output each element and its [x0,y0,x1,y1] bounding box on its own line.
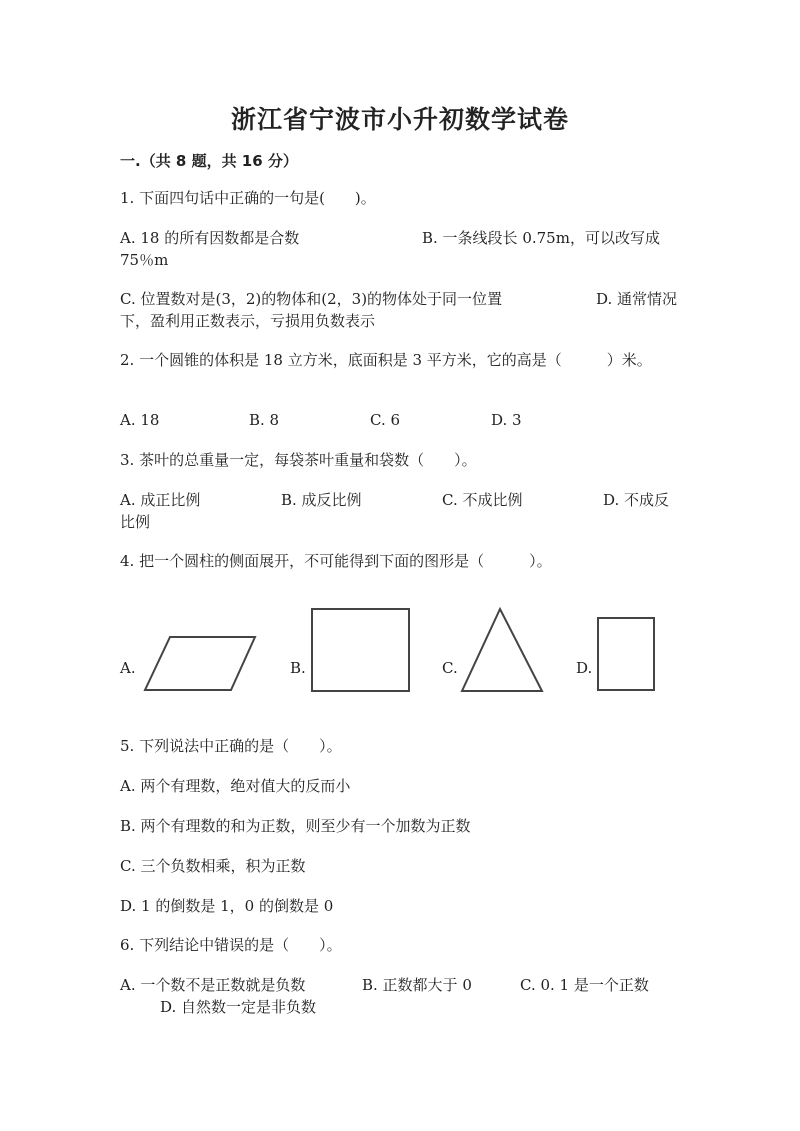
question-2-option-a: A. 18 [120,411,160,429]
question-2-option-b: B. 8 [249,411,280,429]
question-5-option-a: A. 两个有理数，绝对值大的反而小 [120,777,351,795]
question-6-option-d: D. 自然数一定是非负数 [160,998,317,1016]
question-3-option-d-continued: 比例 [120,513,151,531]
question-6-option-a: A. 一个数不是正数就是负数 [120,976,306,994]
section-heading: 一.（共 8 题，共 16 分） [120,152,298,170]
question-1-option-c: C. 位置数对是(3，2)的物体和(2，3)的物体处于同一位置 [120,290,503,308]
question-1-option-b-continued: 75％m [120,251,169,269]
question-3-option-a: A. 成正比例 [120,491,201,509]
question-1-option-a: A. 18 的所有因数都是合数 [120,229,300,247]
question-6-option-b: B. 正数都大于 0 [362,976,472,994]
question-6-stem: 6. 下列结论中错误的是（ ）。 [120,936,342,954]
triangle-shape [458,605,546,695]
question-3-option-c: C. 不成比例 [442,491,523,509]
question-5-option-b: B. 两个有理数的和为正数，则至少有一个加数为正数 [120,817,471,835]
question-4-option-d: D. [576,659,593,677]
question-2-stem: 2. 一个圆锥的体积是 18 立方米，底面积是 3 平方米，它的高是（ ）米。 [120,351,652,369]
question-2-option-d: D. 3 [491,411,522,429]
square-shape [309,606,413,694]
question-1-option-d: D. 通常情况 [596,290,678,308]
question-6-option-c: C. 0. 1 是一个正数 [520,976,649,994]
rectangle-shape [595,615,657,693]
question-3-option-b: B. 成反比例 [281,491,362,509]
question-4-stem: 4. 把一个圆柱的侧面展开，不可能得到下面的图形是（ ）。 [120,552,552,570]
question-5-option-c: C. 三个负数相乘，积为正数 [120,857,306,875]
question-4-option-b: B. [290,659,306,677]
question-5-option-d: D. 1 的倒数是 1，0 的倒数是 0 [120,897,334,915]
question-5-stem: 5. 下列说法中正确的是（ ）。 [120,737,342,755]
parallelogram-shape [140,633,260,693]
question-1-option-d-continued: 下，盈利用正数表示，亏损用负数表示 [120,312,376,330]
question-1-stem: 1. 下面四句话中正确的一句是( )。 [120,189,376,207]
question-3-stem: 3. 茶叶的总重量一定，每袋茶叶重量和袋数（ ）。 [120,451,477,469]
question-4-option-a: A. [120,659,136,677]
question-2-option-c: C. 6 [370,411,401,429]
question-3-option-d: D. 不成反 [603,491,670,509]
page-title: 浙江省宁波市小升初数学试卷 [230,105,569,134]
question-1-option-b: B. 一条线段长 0.75m，可以改写成 [422,229,660,247]
question-4-option-c: C. [442,659,458,677]
